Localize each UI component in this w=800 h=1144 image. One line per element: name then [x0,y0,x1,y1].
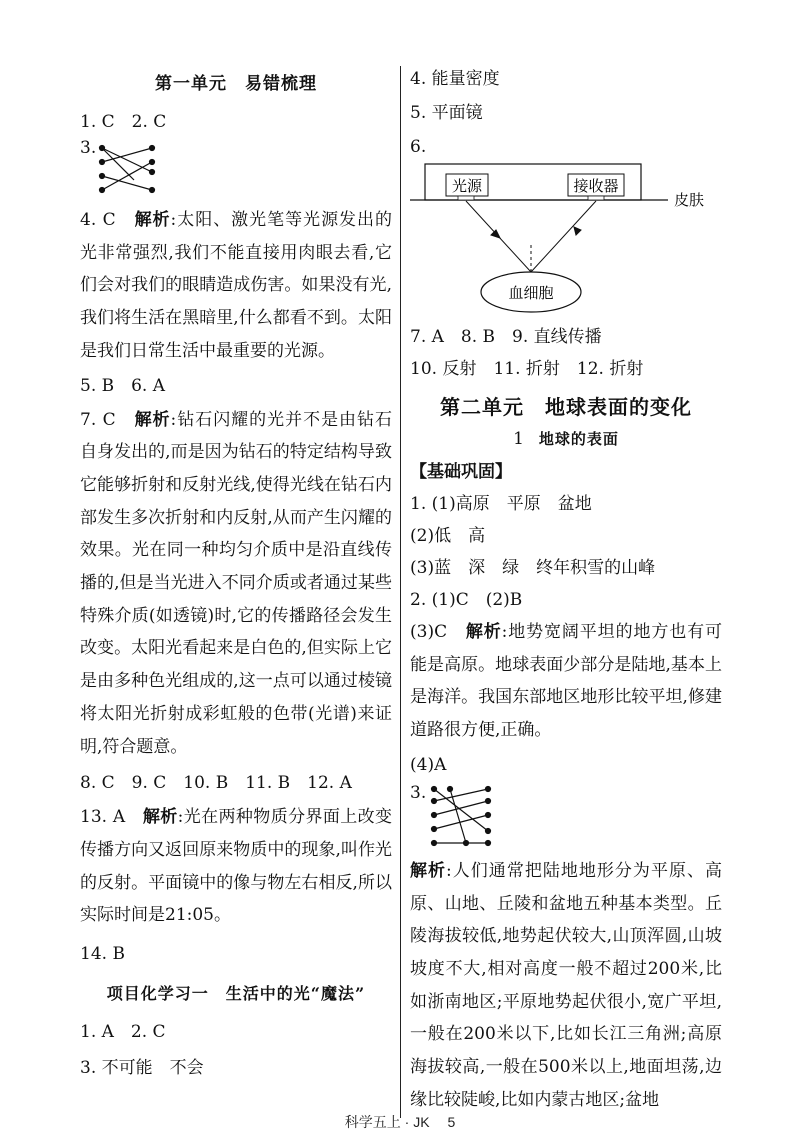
project-answer-5: 5. 平面镜 [410,103,483,123]
skin-label: 皮肤 [674,191,705,209]
left-column [80,62,392,1084]
basic-answer-2-4: (4)A [410,754,447,775]
right-column [410,62,722,1116]
receiver-label: 接收器 [573,177,619,195]
lesson-1-heading [410,424,722,454]
basic-answer-1: 1. (1)高原 平原 盆地 [410,494,592,514]
answer-5-6: 5. B 6. A [80,375,166,396]
project-answer-3: 3. 不可能 不会 [80,1058,204,1079]
basic-answer-3-explanation: 解析:人们通常把陆地地形分为平原、高原、山地、丘陵和盆地五种基本类型。丘陵海拔较低,地势起伏较大,山顶浑圆,山坡坡度不大,相对高度一般不超过200米,比如浙南地区;平原地势起伏很小,宽广平坦,一般在200米以下,比如长江三角洲;高原海拔较高,一般在500米以上,地面坦荡,边缘比较陡峻,比如内蒙古地区;盆地 [410,860,722,1110]
light-source-label: 光源 [451,177,483,195]
answer-1-2: 1. C 2. C [80,112,167,132]
basic-answer-3-label: 3. [410,782,427,803]
project-answer-4: 4. 能量密度 [410,69,500,89]
column-divider [400,66,401,1118]
project-answer-1-2: 1. A 2. C [80,1022,166,1043]
project-answer-6-label: 6. [410,137,427,157]
answer-8-12: 8. C 9. C 10. B 11. B 12. A [80,773,352,794]
answer-4: 4. C 解析:太阳、激光笔等光源发出的光非常强烈,我们不能直接用肉眼去看,它们会对我们的眼睛造成伤害。如果没有光,我们将生活在黑暗里,什么都看不到。太阳是我们日常生活中最重要的光源。 [80,210,393,361]
answer-14: 14. B [80,944,125,965]
matching-diagram-2 [426,783,506,849]
answer-3-matching [80,138,392,198]
answer-13: 13. A 解析:光在两种物质分界面上改变传播方向又返回原来物质中的现象,叫作光的反射。平面镜中的像与物左右相反,所以实际时间是21:05。 [80,807,393,926]
explanation-tag: 解析 [410,860,447,881]
lesson-number: 1 [513,429,525,449]
page-number: 5 [447,1114,456,1130]
explanation-tag: 解析 [134,409,171,430]
blood-cell-label: 血细胞 [508,284,554,302]
unit1-review-heading: 第一单元 易错梳理 [155,74,317,94]
answer-3-label: 3. [80,138,97,158]
project-answer-7-9: 7. A 8. B 9. 直线传播 [410,327,602,347]
basic-answer-1-3: (3)蓝 深 绿 终年积雪的山峰 [410,558,656,578]
unit2-heading: 第二单元 地球表面的变化 [440,395,692,419]
basic-answer-2-3: (3)C 解析:地势宽阔平坦的地方也有可能是高原。地球表面少部分是陆地,基本上是海洋。我国东部地区地形比较平坦,修建道路很方便,正确。 [410,622,722,741]
explanation-tag: 解析 [134,210,171,230]
basic-answer-1-2: (2)低 高 [410,526,486,546]
project-answer-10-12: 10. 反射 11. 折射 12. 折射 [410,359,644,379]
explanation-tag: 解析 [142,807,178,828]
basic-answer-2: 2. (1)C (2)B [410,590,523,610]
basic-consolidation-label: 【基础巩固】 [410,462,512,482]
project-learning-heading: 项目化学习一 生活中的光“魔法” [106,984,366,1004]
lesson-title: 地球的表面 [538,430,619,448]
answer-7: 7. C 解析:钻石闪耀的光并不是由钻石自身发出的,而是因为钻石的特定结构导致它能够折射和反射光线,使得光线在钻石内部发生多次折射和内反射,从而产生闪耀的效果。光在同一种均匀介质中是沿直线传播的,但是当光进入不同介质或者通过某些特殊介质(如透镜)时,它的传播路径会发生改变。太阳光看起来是白色的,但实际上它是由多种色光组成的,这一点可以通过棱镜将太阳光折射成彩虹般的色带(光谱)来证明,符合题意。 [80,409,393,757]
explanation-tag: 解析 [465,622,502,642]
page-footer [0,1112,800,1132]
matching-diagram-1 [94,140,164,200]
skin-sensor-diagram [410,160,720,320]
basic-answer-3-matching [410,781,722,853]
book-code: 科学五上 · JK [344,1114,430,1130]
